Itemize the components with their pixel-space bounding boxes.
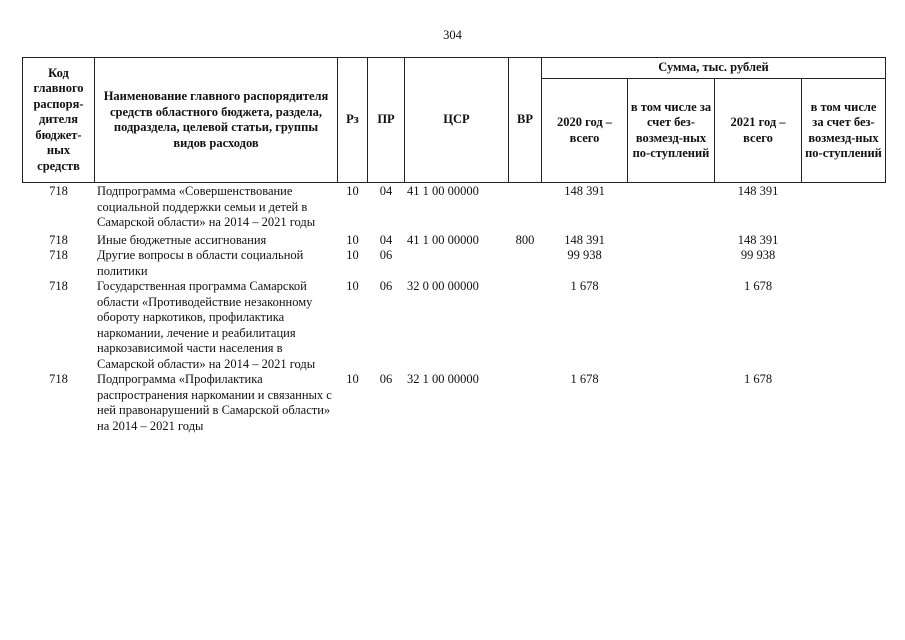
cell-sum-2020: 1 678 [570,372,599,386]
cell-name: Подпрограмма «Совершенствование социальной поддержки семьи и детей в Самарской области» на 2014 – 2021 годы [97,184,316,229]
cell-sum-2020: 148 391 [564,232,605,247]
cell-pr: 04 [379,184,393,198]
cell-vr [509,372,542,434]
header-incl-2020: в том числе за счет без-возмезд-ных по-ступлений [628,79,715,183]
table-row [23,183,886,231]
cell-free-2020 [628,183,715,231]
cell-code: 718 [49,184,68,198]
cell-code: 718 [49,372,68,386]
cell-free-2020 [628,248,715,279]
table-row [23,248,886,279]
page-number: 304 [443,28,462,42]
cell-sum-2021: 148 391 [737,232,779,247]
cell-rz: 10 [346,184,359,198]
cell-sum-2020: 148 391 [564,184,605,198]
table-row [23,231,886,249]
cell-free-2021 [802,248,886,279]
cell-free-2021 [802,279,886,372]
cell-free-2020 [628,231,715,249]
cell-free-2020 [628,372,715,434]
cell-rz: 10 [346,248,359,262]
cell-csr: 32 1 00 00000 [407,372,479,386]
cell-vr [509,183,542,231]
cell-name: Иные бюджетные ассигнования [97,232,267,247]
table-body [23,183,886,435]
cell-sum-2021: 1 678 [743,372,773,386]
cell-name: Подпрограмма «Профилактика распространения наркомании и связанных с ней правонарушений в Самарской области» на 2014 – 2021 годы [97,372,332,433]
cell-sum-2021: 99 938 [740,248,776,262]
cell-free-2021 [802,231,886,249]
header-vr: ВР [509,58,542,183]
cell-free-2021 [802,372,886,434]
header-rz: Рз [338,58,368,183]
cell-pr: 06 [379,248,393,262]
cell-csr: 41 1 00 00000 [407,184,479,198]
cell-code: 718 [49,248,68,262]
table-row [23,279,886,372]
cell-pr: 06 [379,279,393,293]
cell-vr [509,248,542,279]
cell-sum-2020: 99 938 [567,248,602,262]
cell-vr [509,279,542,372]
cell-sum-2021: 1 678 [743,279,773,293]
header-pr: ПР [368,58,405,183]
cell-free-2020 [628,279,715,372]
header-total-2021: 2021 год – всего [715,79,802,183]
cell-pr: 06 [379,372,393,386]
cell-name: Государственная программа Самарской области «Противодействие незаконному обороту наркотиков, профилактика наркомании, лечение и реабилитация наркозависимой части населения в Самарской области» на 2014 – 2021 годы [97,279,316,371]
cell-csr [405,248,509,279]
cell-name: Другие вопросы в области социальной политики [97,248,304,278]
header-code: Код главного распоря-дителя бюджет-ных средств [23,58,95,183]
cell-code: 718 [49,279,68,293]
cell-sum-2020: 1 678 [570,279,599,293]
cell-free-2021 [802,183,886,231]
cell-rz: 10 [346,279,359,293]
table-header [23,58,886,183]
header-csr: ЦСР [405,58,509,183]
cell-pr: 04 [379,232,393,247]
budget-table [22,57,886,434]
cell-sum-2021: 148 391 [737,184,779,198]
cell-code: 718 [49,232,68,247]
cell-csr: 41 1 00 00000 [407,232,479,247]
cell-vr: 800 [515,232,535,247]
header-sum: Сумма, тыс. рублей [542,58,886,79]
cell-rz: 10 [346,372,359,386]
cell-rz: 10 [346,232,359,247]
table-row [23,372,886,434]
cell-csr: 32 0 00 00000 [407,279,479,293]
header-total-2020: 2020 год – всего [542,79,628,183]
header-name: Наименование главного распорядителя средств областного бюджета, раздела, подраздела, целевой статьи, группы видов расходов [95,58,338,183]
header-incl-2021: в том числе за счет без-возмезд-ных по-ступлений [802,79,886,183]
